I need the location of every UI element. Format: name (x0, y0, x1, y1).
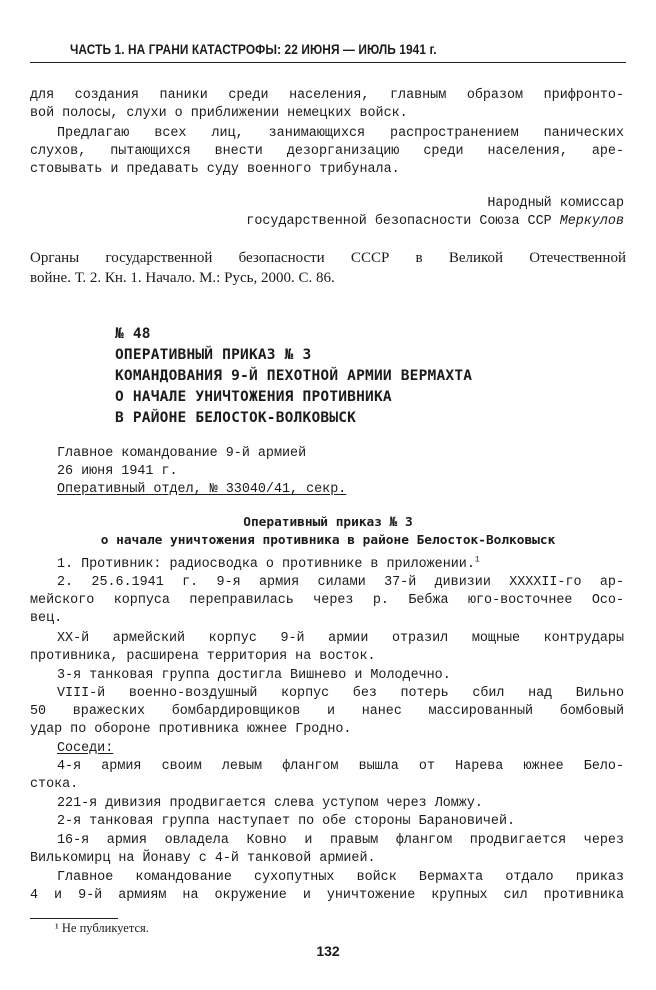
footnote-reference: 1 (474, 555, 480, 565)
signature-title: Народный комиссар (487, 196, 624, 211)
body-line: VIII-й военно-воздушный корпус без потерь сбил над Вильно (57, 686, 624, 701)
prev-text-line: для создания паники среди населения, главным образом прифронто- (30, 88, 624, 103)
document-heading: В РАЙОНЕ БЕЛОСТОК-ВОЛКОВЫСК (115, 410, 357, 426)
document-heading: ОПЕРАТИВНЫЙ ПРИКАЗ № 3 (115, 347, 312, 363)
signature-org: государственной безопасности Союза ССР (246, 214, 552, 229)
page-number: 132 (316, 943, 340, 959)
order-title: Оперативный приказ № 3 (243, 515, 413, 530)
body-line: 221-я дивизия продвигается слева уступом через Ломжу. (57, 796, 483, 811)
prev-text-line: Предлагаю всех лиц, занимающихся распространением панических (57, 126, 624, 141)
header-line: Оперативный отдел, № 33040/41, секр. (57, 482, 347, 497)
body-text: 1. Противник: радиосводка о противнике в приложении. (57, 557, 475, 572)
body-line: стока. (30, 777, 79, 792)
document-heading: КОМАНДОВАНИЯ 9-Й ПЕХОТНОЙ АРМИИ ВЕРМАХТА (115, 368, 473, 384)
prev-text-line: вой полосы, слухи о приближении немецких войск. (30, 106, 408, 121)
signature-name: Меркулов (559, 214, 624, 229)
body-line: 3-я танковая группа достигла Вишнево и Молодечно. (57, 668, 451, 683)
source-citation: войне. Т. 2. Кн. 1. Начало. М.: Русь, 2000. С. 86. (30, 270, 335, 286)
body-line: мейского корпуса переправилась через р. Бебжа юго-восточнее Осо- (30, 593, 624, 608)
body-line: 4-я армия своим левым флангом вышла от Нарева южнее Бело- (57, 759, 624, 774)
body-line: Главное командование сухопутных войск Вермахта отдало приказ (57, 870, 624, 885)
body-line: вец. (30, 611, 63, 626)
body-line: Вилькомирц на Йонаву с 4-й танковой армией. (30, 851, 376, 866)
neighbors-label: Соседи: (57, 741, 114, 756)
prev-text-line: слухов, пытающихся внести дезорганизацию среди населения, аре- (30, 144, 624, 159)
body-line: 4 и 9-й армиям на окружение и уничтожение крупных сил противника (30, 888, 624, 903)
body-line: 50 вражеских бомбардировщиков и нанес массированный бомбовый (30, 704, 624, 719)
header-line: Главное командование 9-й армией (57, 446, 307, 461)
document-number: № 48 (115, 326, 151, 342)
footnote: ¹ Не публикуется. (55, 921, 149, 935)
body-line: противника, расширена территория на восток. (30, 649, 376, 664)
running-head-rule (30, 62, 626, 63)
header-date: 26 июня 1941 г. (57, 464, 178, 479)
body-line: удар по обороне противника южнее Гродно. (30, 722, 352, 737)
body-line: XX-й армейский корпус 9-й армии отразил мощные контрудары (57, 631, 624, 646)
document-heading: О НАЧАЛЕ УНИЧТОЖЕНИЯ ПРОТИВНИКА (115, 389, 392, 405)
prev-text-line: стовывать и предавать суду военного трибунала. (30, 162, 400, 177)
body-line: 16-я армия овладела Ковно и правым флангом продвигается через (57, 833, 624, 848)
signature-line (246, 214, 624, 229)
order-subtitle: о начале уничтожения противника в районе Белосток-Волковыск (100, 533, 556, 548)
running-head: ЧАСТЬ 1. НА ГРАНИ КАТАСТРОФЫ: 22 ИЮНЯ — ИЮЛЬ 1941 г. (70, 42, 437, 57)
body-line (57, 557, 480, 572)
body-line: 2. 25.6.1941 г. 9-я армия силами 37-й дивизии XXXXII-го ар- (57, 575, 624, 590)
source-citation: Органы государственной безопасности СССР в Великой Отечественной (30, 250, 626, 266)
footnote-rule (30, 918, 118, 919)
body-line: 2-я танковая группа наступает по обе стороны Барановичей. (57, 814, 516, 829)
